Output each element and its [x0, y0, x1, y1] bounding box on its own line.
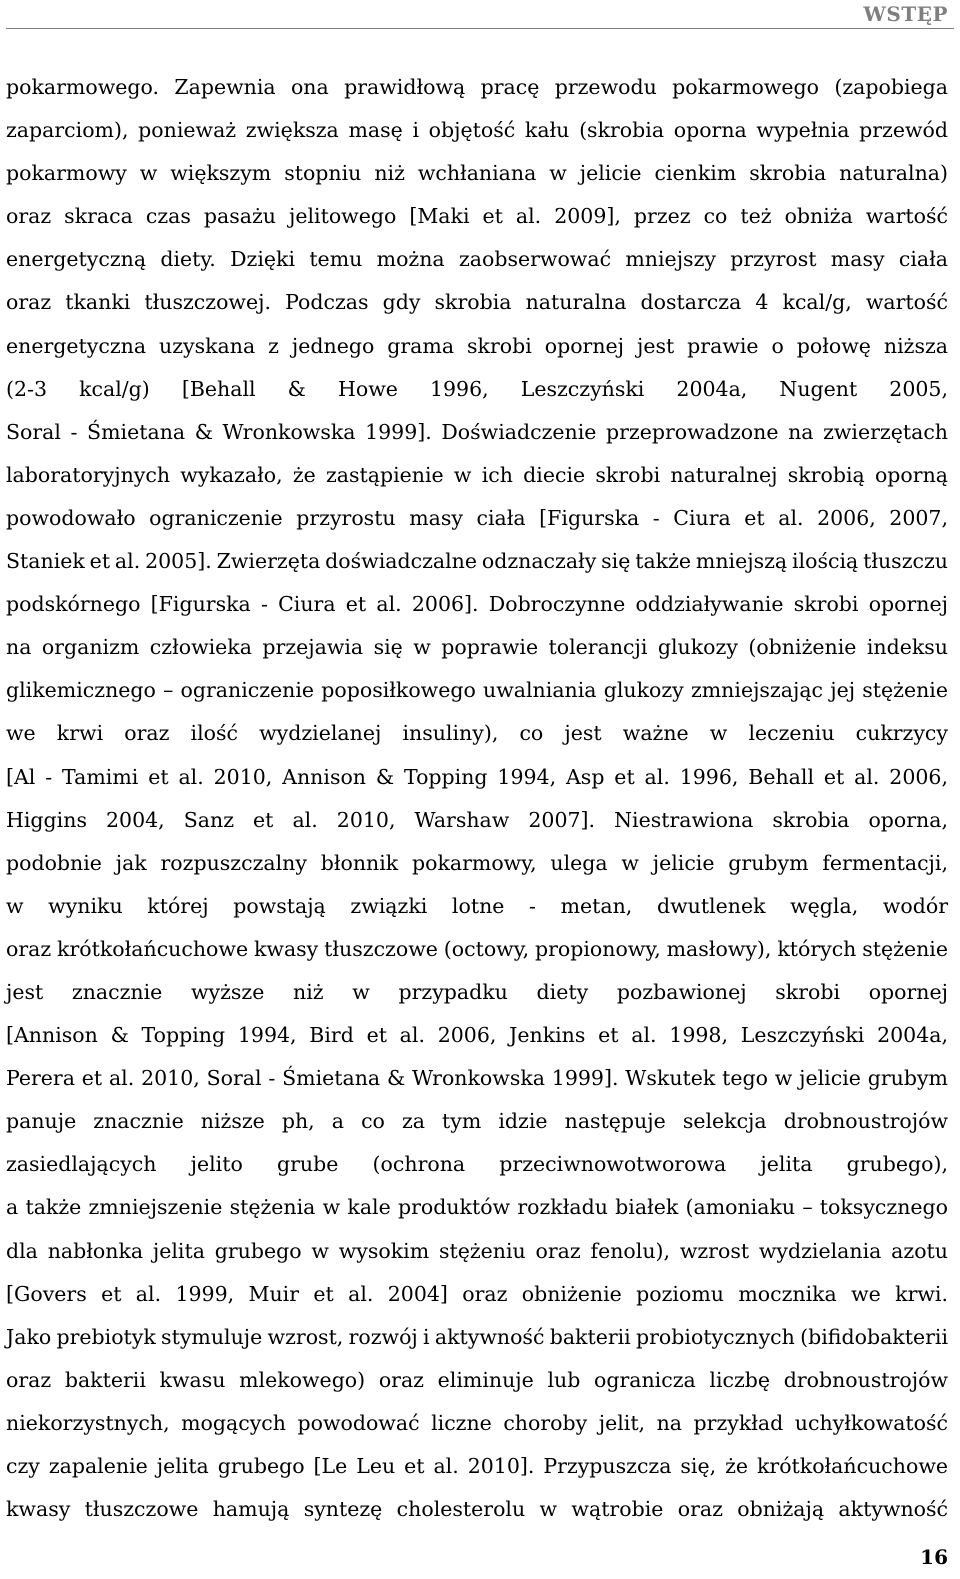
text-line: powodowało ograniczenie przyrostu masy ciała [Figurska - Ciura et al. 2006, 2007,	[6, 505, 948, 530]
text-line: [Govers et al. 1999, Muir et al. 2004] oraz obniżenie poziomu mocznika we krwi.	[6, 1281, 948, 1306]
text-line: pokarmowy w większym stopniu niż wchłaniana w jelicie cienkim skrobia naturalna)	[6, 161, 948, 186]
text-line: [Annison & Topping 1994, Bird et al. 2006, Jenkins et al. 1998, Leszczyński 2004a,	[6, 1023, 948, 1048]
header-rule	[6, 28, 954, 29]
text-line: pokarmowego. Zapewnia ona prawidłową pracę przewodu pokarmowego (zapobiega	[6, 75, 948, 99]
text-line: (2-3 kcal/g) [Behall & Howe 1996, Leszczyński 2004a, Nugent 2005,	[6, 376, 948, 401]
text-line: Staniek et al. 2005]. Zwierzęta doświadczalne odznaczały się także mniejszą ilością tłuszczu	[6, 549, 948, 574]
text-line: na organizm człowieka przejawia się w poprawie tolerancji glukozy (obniżenie indeksu	[6, 635, 948, 660]
text-line: panuje znacznie niższe ph, a co za tym idzie następuje selekcja drobnoustrojów	[6, 1109, 948, 1134]
text-line: zaparciom), ponieważ zwiększa masę i objętość kału (skrobia oporna wypełnia przewód	[6, 118, 948, 143]
text-line: Higgins 2004, Sanz et al. 2010, Warshaw 2007]. Niestrawiona skrobia oporna,	[6, 807, 948, 832]
text-line: [Al - Tamimi et al. 2010, Annison & Topping 1994, Asp et al. 1996, Behall et al. 2006,	[6, 764, 948, 789]
body-paragraph	[6, 66, 948, 1531]
text-line: podskórnego [Figurska - Ciura et al. 2006]. Dobroczynne oddziaływanie skrobi opornej	[6, 592, 948, 617]
text-line: Jako prebiotyk stymuluje wzrost, rozwój i aktywność bakterii probiotycznych (bifidobakterii	[6, 1324, 948, 1349]
text-line: glikemicznego – ograniczenie poposiłkowego uwalniania glukozy zmniejszając jej stężenie	[6, 678, 948, 703]
text-line: energetyczna uzyskana z jednego grama skrobi opornej jest prawie o połowę niższa	[6, 333, 948, 358]
text-line: we krwi oraz ilość wydzielanej insuliny), co jest ważne w leczeniu cukrzycy	[6, 721, 948, 746]
text-line: Soral - Śmietana & Wronkowska 1999]. Doświadczenie przeprowadzone na zwierzętach	[6, 419, 948, 444]
running-header-section-title: WSTĘP	[863, 2, 948, 26]
text-line: kwasy tłuszczowe hamują syntezę cholesterolu w wątrobie oraz obniżają aktywność	[6, 1497, 948, 1522]
text-line: zasiedlających jelito grube (ochrona przeciwnowotworowa jelita grubego),	[6, 1152, 948, 1177]
text-line: oraz skraca czas pasażu jelitowego [Maki et al. 2009], przez co też obniża wartość	[6, 204, 948, 229]
text-line: podobnie jak rozpuszczalny błonnik pokarmowy, ulega w jelicie grubym fermentacji,	[6, 850, 948, 875]
text-line: Perera et al. 2010, Soral - Śmietana & Wronkowska 1999]. Wskutek tego w jelicie grubym	[6, 1066, 948, 1091]
text-line: oraz krótkołańcuchowe kwasy tłuszczowe (octowy, propionowy, masłowy), których stężenie	[6, 936, 948, 961]
text-line: a także zmniejszenie stężenia w kale produktów rozkładu białek (amoniaku – toksycznego	[6, 1195, 948, 1220]
text-line: energetyczną diety. Dzięki temu można zaobserwować mniejszy przyrost masy ciała	[6, 247, 948, 272]
text-line: laboratoryjnych wykazało, że zastąpienie w ich diecie skrobi naturalnej skrobią oporną	[6, 462, 948, 487]
text-line: oraz bakterii kwasu mlekowego) oraz eliminuje lub ogranicza liczbę drobnoustrojów	[6, 1367, 948, 1392]
text-line: czy zapalenie jelita grubego [Le Leu et al. 2010]. Przypuszcza się, że krótkołańcuchowe	[6, 1454, 948, 1478]
text-line: oraz tkanki tłuszczowej. Podczas gdy skrobia naturalna dostarcza 4 kcal/g, wartość	[6, 290, 948, 315]
text-line: dla nabłonka jelita grubego w wysokim stężeniu oraz fenolu), wzrost wydzielania azotu	[6, 1238, 948, 1263]
text-line: w wyniku której powstają związki lotne - metan, dwutlenek węgla, wodór	[6, 893, 948, 918]
text-line: niekorzystnych, mogących powodować liczne choroby jelit, na przykład uchyłkowatość	[6, 1410, 948, 1435]
text-line: jest znacznie wyższe niż w przypadku diety pozbawionej skrobi opornej	[6, 979, 948, 1004]
page-number: 16	[920, 1545, 948, 1569]
